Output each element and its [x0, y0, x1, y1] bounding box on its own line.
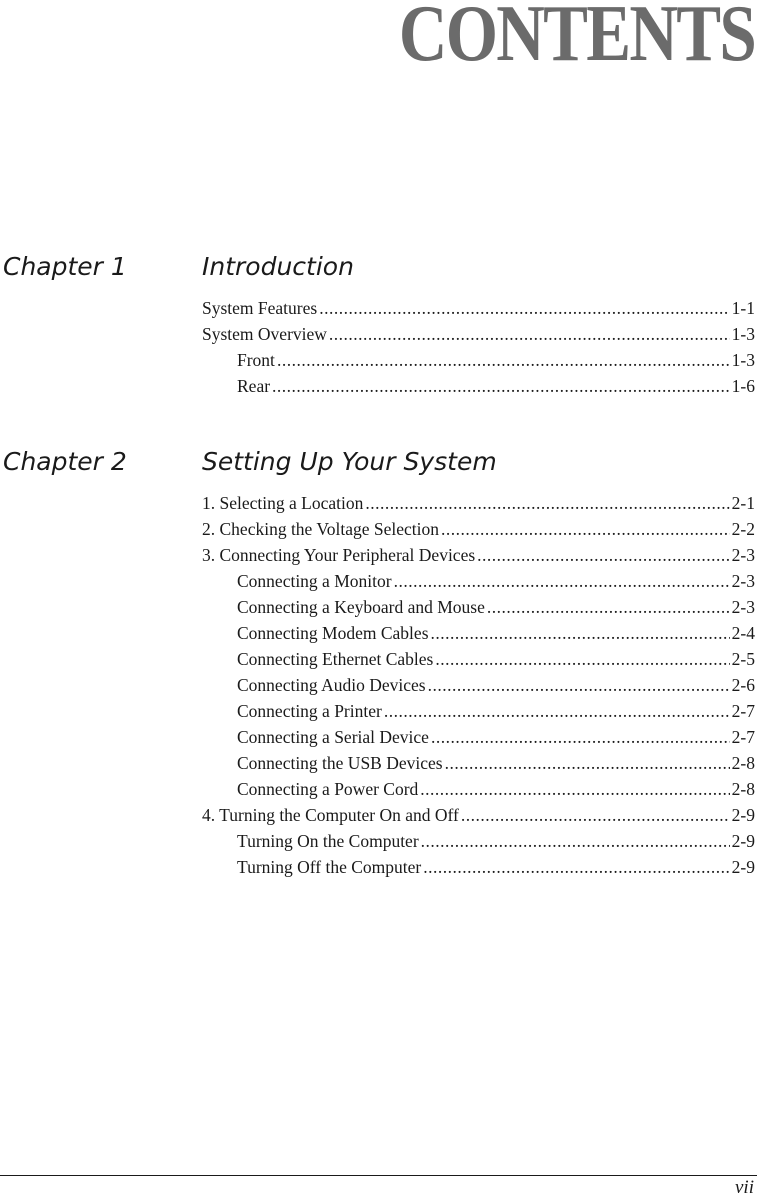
dot-leader	[319, 295, 729, 321]
dot-leader	[461, 802, 730, 828]
toc-entry-text: Connecting Audio Devices	[237, 675, 426, 695]
toc-entry[interactable]	[202, 542, 755, 568]
dot-leader	[420, 776, 729, 802]
toc-entry-text: System Features	[202, 298, 318, 318]
toc-entry[interactable]	[202, 490, 755, 516]
toc-page-number: 2-8	[731, 779, 755, 799]
toc-list	[202, 295, 755, 399]
dot-leader	[431, 724, 730, 750]
chapter-title: Introduction	[202, 252, 354, 281]
dot-leader	[431, 620, 730, 646]
toc-subentry[interactable]	[202, 854, 755, 880]
toc-page-number: 1-3	[731, 350, 755, 370]
dot-leader	[272, 373, 730, 399]
toc-entry-text: Turning Off the Computer	[237, 857, 422, 877]
toc-entry-text: Turning On the Computer	[237, 831, 419, 851]
dot-leader	[329, 321, 730, 347]
toc-subentry[interactable]	[202, 594, 755, 620]
toc-subentry[interactable]	[202, 776, 755, 802]
toc-page-number: 2-3	[731, 571, 755, 591]
toc-subentry[interactable]	[202, 750, 755, 776]
toc-page-number: 2-4	[731, 623, 755, 643]
toc-list	[202, 490, 755, 880]
toc-page-number: 1-3	[731, 324, 755, 344]
toc-entry-text: 2. Checking the Voltage Selection	[202, 519, 440, 539]
toc-subentry[interactable]	[202, 828, 755, 854]
dot-leader	[384, 698, 730, 724]
page-title: CONTENTS	[398, 0, 755, 78]
toc-entry-text: Rear	[237, 376, 271, 396]
toc-entry-text: Connecting a Keyboard and Mouse	[237, 597, 485, 617]
page-number: vii	[735, 1177, 754, 1198]
toc-entry-text: Connecting a Printer	[237, 701, 382, 721]
toc-subentry[interactable]	[202, 646, 755, 672]
toc-entry-text: Connecting the USB Devices	[237, 753, 443, 773]
toc-page-number: 1-6	[731, 376, 755, 396]
toc-entry-text: Connecting Modem Cables	[237, 623, 429, 643]
chapter-label: Chapter 2	[3, 447, 127, 476]
toc-entry-text: Connecting a Power Cord	[237, 779, 419, 799]
toc-page-number: 2-6	[731, 675, 755, 695]
dot-leader	[441, 516, 730, 542]
toc-entry[interactable]	[202, 516, 755, 542]
footer-divider	[0, 1175, 757, 1176]
toc-page-number: 2-9	[731, 805, 755, 825]
toc-entry-text: Connecting Ethernet Cables	[237, 649, 434, 669]
toc-subentry[interactable]	[202, 724, 755, 750]
toc-entry[interactable]	[202, 295, 755, 321]
toc-page-number: 2-5	[731, 649, 755, 669]
toc-entry[interactable]	[202, 321, 755, 347]
dot-leader	[365, 490, 729, 516]
toc-subentry[interactable]	[202, 347, 755, 373]
toc-entry-text: Connecting a Monitor	[237, 571, 392, 591]
dot-leader	[477, 542, 730, 568]
toc-page-number: 2-3	[731, 597, 755, 617]
toc-page-number: 2-7	[731, 701, 755, 721]
toc-subentry[interactable]	[202, 568, 755, 594]
toc-page-number: 2-7	[731, 727, 755, 747]
toc-page-number: 2-3	[731, 545, 755, 565]
toc-entry-text: System Overview	[202, 324, 327, 344]
toc-page-number: 1-1	[731, 298, 755, 318]
dot-leader	[277, 347, 730, 373]
dot-leader	[423, 854, 729, 880]
toc-entry-text: Front	[237, 350, 275, 370]
dot-leader	[394, 568, 730, 594]
dot-leader	[445, 750, 730, 776]
toc-subentry[interactable]	[202, 698, 755, 724]
toc-entry-text: 3. Connecting Your Peripheral Devices	[202, 545, 476, 565]
toc-entry-text: 1. Selecting a Location	[202, 493, 364, 513]
dot-leader	[435, 646, 729, 672]
toc-page-number: 2-9	[731, 831, 755, 851]
dot-leader	[487, 594, 730, 620]
chapter-label: Chapter 1	[3, 252, 127, 281]
toc-entry-text: 4. Turning the Computer On and Off	[202, 805, 459, 825]
toc-subentry[interactable]	[202, 373, 755, 399]
dot-leader	[428, 672, 730, 698]
toc-page-number: 2-1	[731, 493, 755, 513]
toc-subentry[interactable]	[202, 620, 755, 646]
toc-page-number: 2-2	[731, 519, 755, 539]
toc-subentry[interactable]	[202, 672, 755, 698]
dot-leader	[421, 828, 730, 854]
toc-page-number: 2-8	[731, 753, 755, 773]
toc-entry-text: Connecting a Serial Device	[237, 727, 429, 747]
toc-entry[interactable]	[202, 802, 755, 828]
chapter-title: Setting Up Your System	[202, 447, 497, 476]
toc-page-number: 2-9	[731, 857, 755, 877]
